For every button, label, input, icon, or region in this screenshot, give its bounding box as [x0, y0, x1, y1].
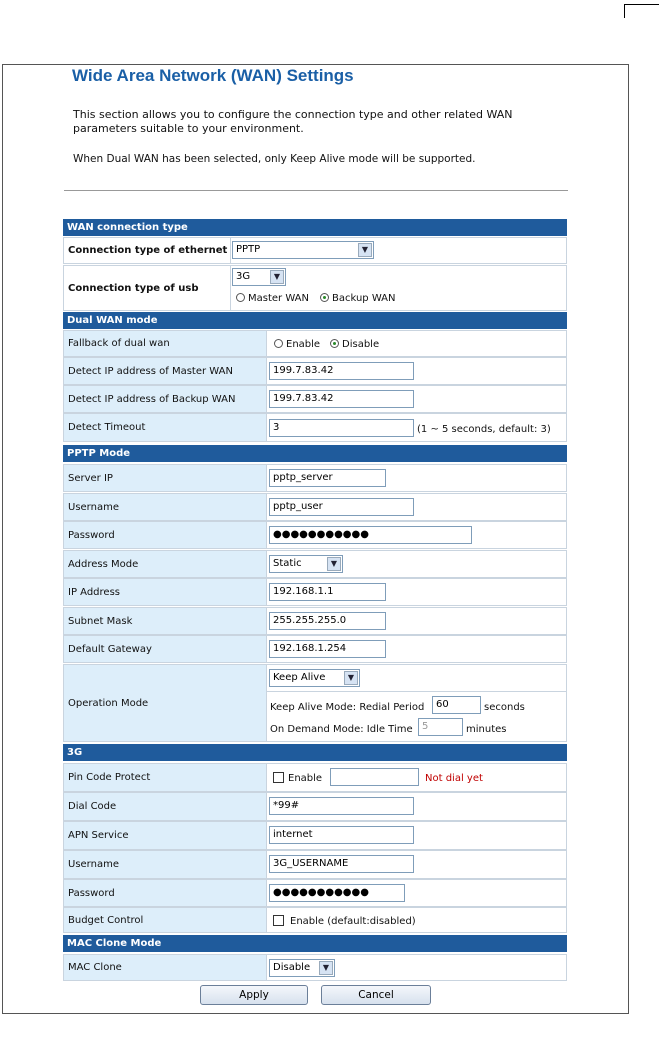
default-gateway-label: Default Gateway	[64, 636, 267, 662]
address-mode-label: Address Mode	[64, 551, 267, 577]
detect-master-input[interactable]: 199.7.83.42	[269, 362, 414, 380]
detect-backup-label: Detect IP address of Backup WAN	[64, 386, 267, 412]
backup-wan-radio[interactable]	[320, 293, 396, 304]
detect-backup-input[interactable]: 199.7.83.42	[269, 390, 414, 408]
page-corner-mark	[624, 4, 659, 18]
operation-mode-value: Keep Alive	[273, 672, 326, 683]
fallback-disable-label: Disable	[342, 339, 380, 350]
section-pptp: PPTP Mode	[63, 445, 567, 462]
fallback-disable-radio[interactable]	[330, 339, 379, 350]
mac-clone-select[interactable]	[269, 959, 335, 977]
pptp-password-label: Password	[64, 522, 267, 548]
server-ip-label: Server IP	[64, 465, 267, 491]
intro-text: This section allows you to configure the connection type and other related WAN parameters suitable to your environment.	[73, 108, 513, 135]
subnet-mask-input[interactable]: 255.255.255.0	[269, 612, 386, 630]
seconds-label: seconds	[484, 702, 525, 713]
row-default-gateway	[63, 635, 567, 663]
minutes-label: minutes	[466, 724, 507, 735]
section-wan-connection-type: WAN connection type	[63, 219, 567, 236]
dial-code-label: Dial Code	[64, 793, 267, 820]
divider	[64, 190, 568, 191]
section-3g: 3G	[63, 744, 567, 761]
mac-clone-value: Disable	[273, 962, 311, 973]
radio-icon	[320, 293, 329, 302]
operation-mode-select[interactable]	[269, 669, 360, 687]
idle-time-input[interactable]: 5	[418, 718, 463, 736]
apn-service-label: APN Service	[64, 822, 267, 849]
3g-password-label: Password	[64, 880, 267, 906]
usb-type-label: Connection type of usb	[64, 266, 231, 310]
pin-code-label: Pin Code Protect	[64, 764, 267, 791]
fallback-enable-radio[interactable]	[274, 339, 320, 350]
row-detect-backup	[63, 385, 567, 413]
fallback-enable-label: Enable	[286, 339, 321, 350]
budget-enable-label: Enable (default:disabled)	[290, 916, 416, 927]
detect-timeout-label: Detect Timeout	[64, 414, 267, 441]
row-budget-control	[63, 907, 567, 933]
checkbox-icon[interactable]	[273, 915, 284, 926]
radio-icon	[330, 339, 339, 348]
row-ip-address	[63, 578, 567, 606]
ip-address-label: IP Address	[64, 579, 267, 605]
section-mac-clone: MAC Clone Mode	[63, 935, 567, 952]
ethernet-type-value: PPTP	[236, 244, 261, 255]
server-ip-input[interactable]: pptp_server	[269, 469, 386, 487]
3g-username-input[interactable]: 3G_USERNAME	[269, 855, 414, 873]
chevron-down-icon: ▼	[358, 243, 372, 257]
master-wan-radio[interactable]	[236, 293, 309, 304]
row-detect-master	[63, 357, 567, 385]
dial-code-input[interactable]: *99#	[269, 797, 414, 815]
pptp-username-input[interactable]: pptp_user	[269, 498, 414, 516]
page-title: Wide Area Network (WAN) Settings	[72, 66, 354, 85]
3g-password-input[interactable]: ●●●●●●●●●●●	[269, 884, 405, 902]
operation-divider	[267, 691, 566, 692]
usb-type-select[interactable]	[232, 268, 286, 286]
pin-status: Not dial yet	[425, 773, 483, 784]
3g-username-label: Username	[64, 851, 267, 878]
row-server-ip	[63, 464, 567, 492]
radio-icon	[274, 339, 283, 348]
pptp-username-label: Username	[64, 494, 267, 520]
chevron-down-icon: ▼	[344, 671, 358, 685]
pin-enable-label: Enable	[288, 773, 323, 784]
redial-period-input[interactable]: 60	[432, 696, 481, 714]
row-3g-password	[63, 879, 567, 907]
timeout-hint: (1 ~ 5 seconds, default: 3)	[417, 424, 551, 435]
apply-button[interactable]: Apply	[200, 985, 308, 1005]
chevron-down-icon: ▼	[327, 557, 341, 571]
apn-service-input[interactable]: internet	[269, 826, 414, 844]
detect-master-label: Detect IP address of Master WAN	[64, 358, 267, 384]
default-gateway-input[interactable]: 192.168.1.254	[269, 640, 386, 658]
subnet-mask-label: Subnet Mask	[64, 608, 267, 634]
cancel-button[interactable]: Cancel	[321, 985, 431, 1005]
chevron-down-icon: ▼	[319, 961, 333, 975]
section-dual-wan: Dual WAN mode	[63, 312, 567, 329]
row-subnet-mask	[63, 607, 567, 635]
row-usb-type	[63, 265, 567, 311]
row-pin-code	[63, 763, 567, 792]
pin-code-input[interactable]	[330, 768, 419, 786]
mac-clone-label: MAC Clone	[64, 955, 267, 980]
address-mode-select[interactable]	[269, 555, 343, 573]
ip-address-input[interactable]: 192.168.1.1	[269, 583, 386, 601]
row-detect-timeout	[63, 413, 567, 442]
checkbox-icon[interactable]	[273, 772, 284, 783]
budget-control-label: Budget Control	[64, 908, 267, 932]
on-demand-label: On Demand Mode: Idle Time	[270, 724, 413, 735]
row-mac-clone	[63, 954, 567, 981]
row-pptp-username	[63, 493, 567, 521]
radio-icon	[236, 293, 245, 302]
master-wan-label: Master WAN	[248, 293, 309, 304]
operation-mode-label: Operation Mode	[64, 665, 267, 741]
detect-timeout-input[interactable]: 3	[269, 419, 414, 437]
row-3g-username	[63, 850, 567, 879]
row-ethernet-type	[63, 237, 567, 264]
row-apn-service	[63, 821, 567, 850]
row-fallback	[63, 330, 567, 357]
row-operation-mode	[63, 664, 567, 742]
ethernet-type-label: Connection type of ethernet	[64, 238, 231, 263]
ethernet-type-select[interactable]	[232, 241, 374, 259]
row-pptp-password	[63, 521, 567, 549]
chevron-down-icon: ▼	[270, 270, 284, 284]
usb-type-value: 3G	[236, 271, 251, 282]
row-dial-code	[63, 792, 567, 821]
backup-wan-label: Backup WAN	[332, 293, 396, 304]
row-address-mode	[63, 550, 567, 578]
address-mode-value: Static	[273, 558, 302, 569]
keep-alive-label: Keep Alive Mode: Redial Period	[270, 702, 425, 713]
pptp-password-input[interactable]: ●●●●●●●●●●●	[269, 526, 472, 544]
dual-wan-note: When Dual WAN has been selected, only Keep Alive mode will be supported.	[73, 153, 476, 165]
fallback-label: Fallback of dual wan	[64, 331, 267, 356]
